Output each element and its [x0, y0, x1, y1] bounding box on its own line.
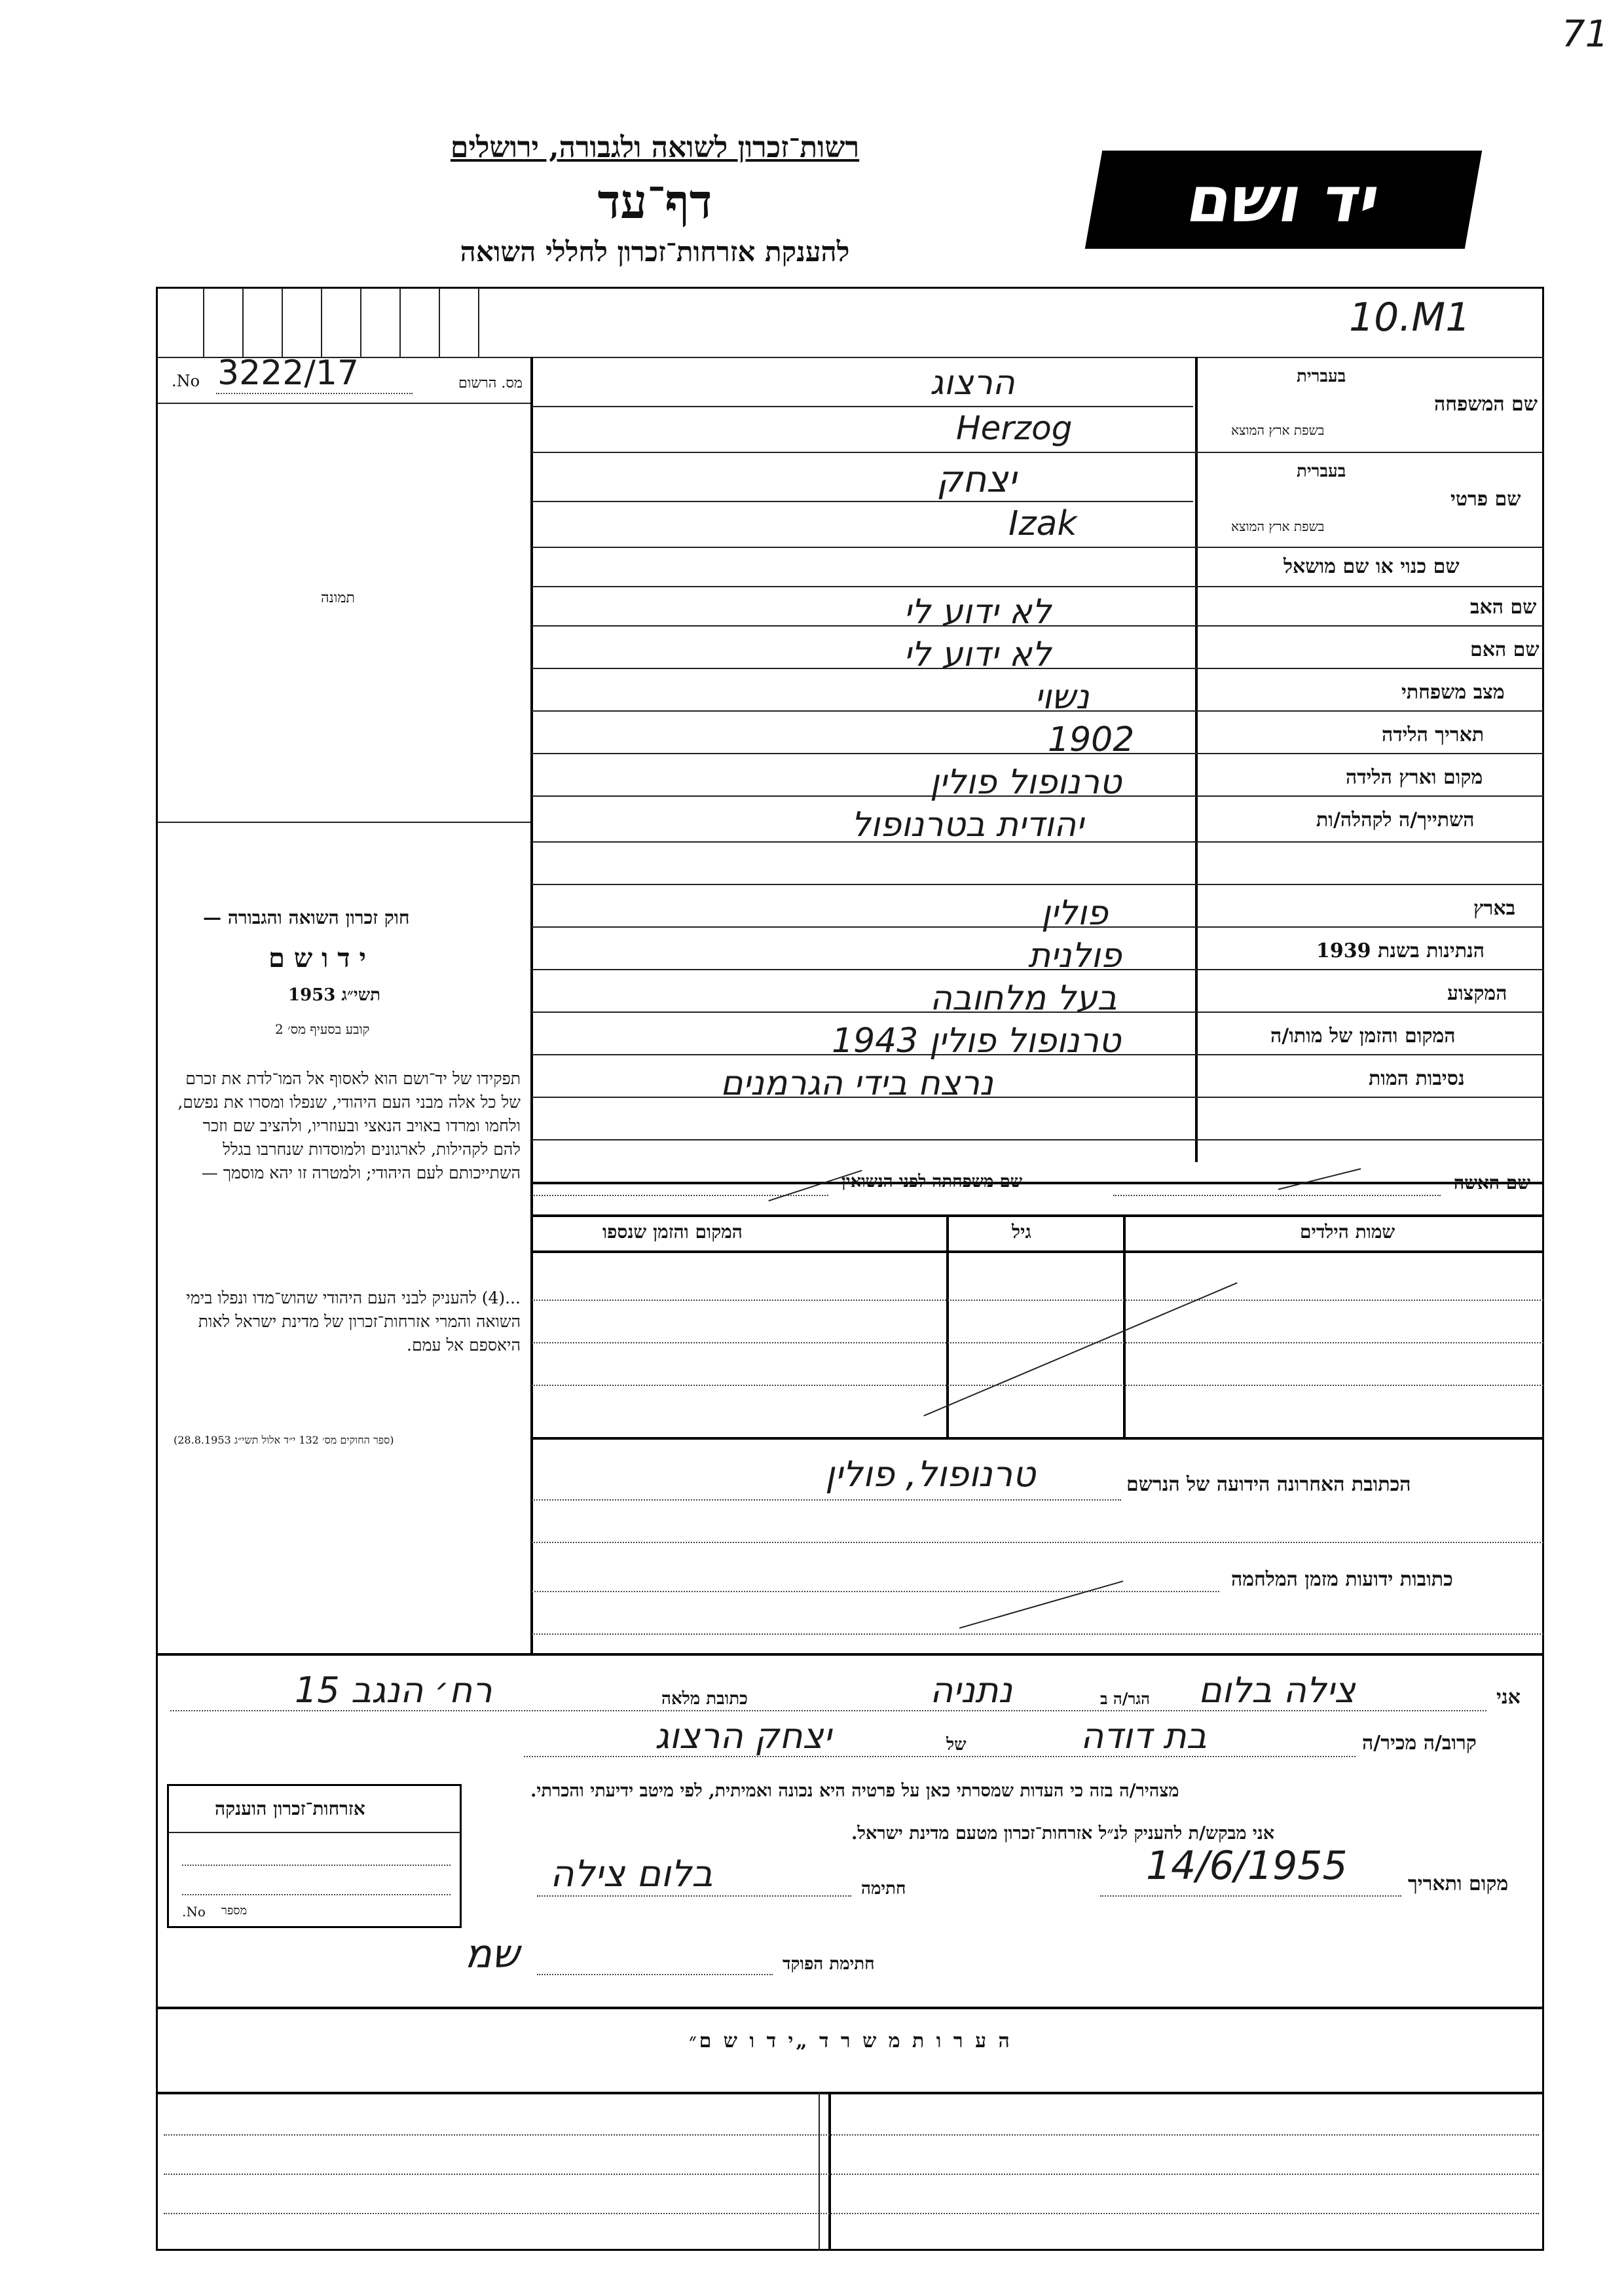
witness-name-value: צילה בלום — [1198, 1669, 1356, 1711]
left-column-divider — [530, 357, 533, 1188]
war-address-label: כתובות ידועות מזמן המלחמה — [1231, 1568, 1453, 1591]
birthdate-value: 1902 — [1048, 720, 1135, 759]
last-address-label: הכתובת האחרונה הידועה של הנרשם — [1126, 1473, 1411, 1496]
corner-mark: 71 — [1562, 13, 1609, 56]
citizenship-box-no: No. — [182, 1904, 206, 1920]
remarks-title: ה ע ר ו ת מ ש ר ד „י ד ו ש ם״ — [689, 2030, 1012, 2052]
community-label: השתייך/ה לקהלה/ות — [1316, 809, 1475, 831]
label-column-divider — [1195, 357, 1198, 1162]
first-name-hebrew-hint: בעברית — [1297, 462, 1346, 481]
law-heading: חוק זכרון השואה והגבורה — — [203, 907, 410, 928]
children-label: שמות הילדים — [1300, 1221, 1395, 1243]
authority-title: רשות־זכרון לשואה ולגבורה, ירושלים — [450, 131, 860, 164]
mother-value: לא ידוע לי — [904, 635, 1052, 674]
law-text-2: ...(4) להעניק לבני העם היהודי שהוש־מדו ונפלו בימי השואה והמרי אזרחות־זכרון של מדינת ישראל לאות היאספם אל עמם. — [186, 1288, 521, 1355]
first-name-he-value: יצחק — [936, 458, 1017, 501]
place-date-label: מקום ותאריך — [1408, 1872, 1509, 1895]
age-label: גיל — [1012, 1221, 1031, 1243]
maiden-label: שם משפחתה לפני הנשואין — [841, 1172, 1023, 1192]
citizenship-value: פולנית — [1028, 936, 1122, 975]
law-year: תשי״ג 1953 — [288, 985, 380, 1005]
witness-address-value: רח׳ הנגב 15 — [295, 1669, 492, 1711]
relative-label: קרוב/ה מכיר/ה — [1362, 1732, 1477, 1755]
signature-value: בלום צילה — [550, 1853, 713, 1895]
resident-label: הגר/ה ב — [1100, 1689, 1151, 1708]
statement-1: מצהיר/ה בזה כי העדות שמסרתי כאן על פרטיה היא נכונה ואמיתית, לפי מיטב ידיעתי והכרתי. — [530, 1781, 1179, 1801]
children-death-label: המקום והזמן שנספו — [602, 1221, 743, 1243]
registration-number: 3222/17 — [217, 354, 360, 393]
death-label: המקום והזמן של מותו/ה — [1270, 1025, 1456, 1048]
top-grid — [157, 288, 524, 357]
marital-value: נשוי — [1035, 678, 1090, 717]
family-name-he-value: הרצוג — [930, 363, 1015, 403]
community-value: יהודית בטרנופול — [851, 805, 1084, 845]
first-name-label: שם פרטי — [1450, 488, 1521, 511]
last-address-value: טרנופול, פולין — [825, 1453, 1036, 1495]
circumstances-label: נסיבות המות — [1369, 1067, 1465, 1090]
yad-vashem-logo — [1085, 151, 1482, 249]
birthdate-label: תאריך הלידה — [1382, 723, 1485, 746]
family-name-origin-hint: בשפת ארץ המוצא — [1231, 422, 1325, 438]
profession-value: בעל מלחובה — [930, 979, 1117, 1018]
photo-label: תמונה — [321, 590, 355, 606]
law-name: י ד ו ש ם — [268, 943, 366, 974]
logo-text: יד ושם — [1181, 163, 1386, 236]
father-value: לא ידוע לי — [904, 592, 1052, 632]
first-name-orig-value: Izak — [1008, 504, 1077, 543]
of-label: של — [946, 1735, 967, 1755]
birthplace-label: מקום וארץ הלידה — [1346, 766, 1483, 789]
citizenship-label: הנתינות בשנת 1939 — [1316, 939, 1485, 962]
citizenship-granted-box — [167, 1784, 462, 1928]
wife-label: שם האשה — [1454, 1172, 1531, 1194]
address-label: כתובת מלאה — [661, 1689, 748, 1709]
registration-label: מס. הרשום — [458, 375, 523, 392]
i-label: אני — [1496, 1686, 1521, 1709]
statement-2: אני מבקש/ת להעניק לנ״ל אזרחות־זכרון מטעם מדינת ישראל. — [851, 1823, 1275, 1844]
marital-label: מצב משפחתי — [1401, 681, 1505, 704]
signature-label: חתימה — [861, 1879, 906, 1899]
date-value: 14/6/1955 — [1146, 1843, 1348, 1889]
officer-label: חתימת הפוקד — [783, 1954, 875, 1974]
death-value: טרנופול פולין 1943 — [832, 1021, 1121, 1061]
relation-value: בת דודה — [1080, 1715, 1207, 1757]
country-label: בארץ — [1473, 897, 1516, 920]
officer-signature: שמ — [465, 1931, 520, 1977]
law-citation: (ספר החוקים מס׳ 132 י״ד אלול תשי״ג 28.8.1953) — [174, 1434, 394, 1446]
code-value: 10.M1 — [1349, 295, 1471, 340]
law-text-1: תפקידו של יד־ושם הוא לאסוף אל המו־לדת את זכרם של כל אלה מבני העם היהודי, שנפלו ומסרו את נפשם, ולחמו ומרדו באויב הנאצי ובעוזריו, ולהציב שם וזכר להם לקהילות, לארגונים ולמוסדות שנחרבו בגלל השתייכותם לעם היהודי; ולמטרה זו יהא מוסמך — — [177, 1069, 521, 1182]
citizenship-box-title: אזרחות־זכרון הוענקה — [215, 1798, 365, 1819]
country-value: פולין — [1041, 894, 1108, 933]
nickname-label: שם כנוי או שם מושאל — [1283, 555, 1460, 578]
birthplace-value: טרנופול פולין — [930, 763, 1122, 802]
form-title: דף־עד — [597, 173, 712, 229]
mother-label: שם האם — [1470, 638, 1540, 661]
no-label: No. — [172, 372, 200, 390]
form-subtitle: להענקת אזרחות־זכרון לחללי השואה — [460, 236, 850, 268]
family-name-orig-value: Herzog — [956, 409, 1073, 447]
profession-label: המקצוע — [1447, 982, 1507, 1005]
law-clause: קובע בסעיף מס׳ 2 — [275, 1021, 370, 1037]
first-name-origin-hint: בשפת ארץ המוצא — [1231, 519, 1325, 534]
of-name-value: יצחק הרצוג — [655, 1715, 832, 1757]
family-name-hebrew-hint: בעברית — [1297, 367, 1346, 386]
family-name-label: שם המשפחה — [1434, 393, 1538, 416]
witness-city-value: נתניה — [930, 1669, 1013, 1711]
citizenship-box-number-label: מספר — [221, 1904, 248, 1918]
circumstances-value: נרצח בידי הגרמנים — [720, 1064, 993, 1103]
father-label: שם האב — [1470, 596, 1537, 619]
